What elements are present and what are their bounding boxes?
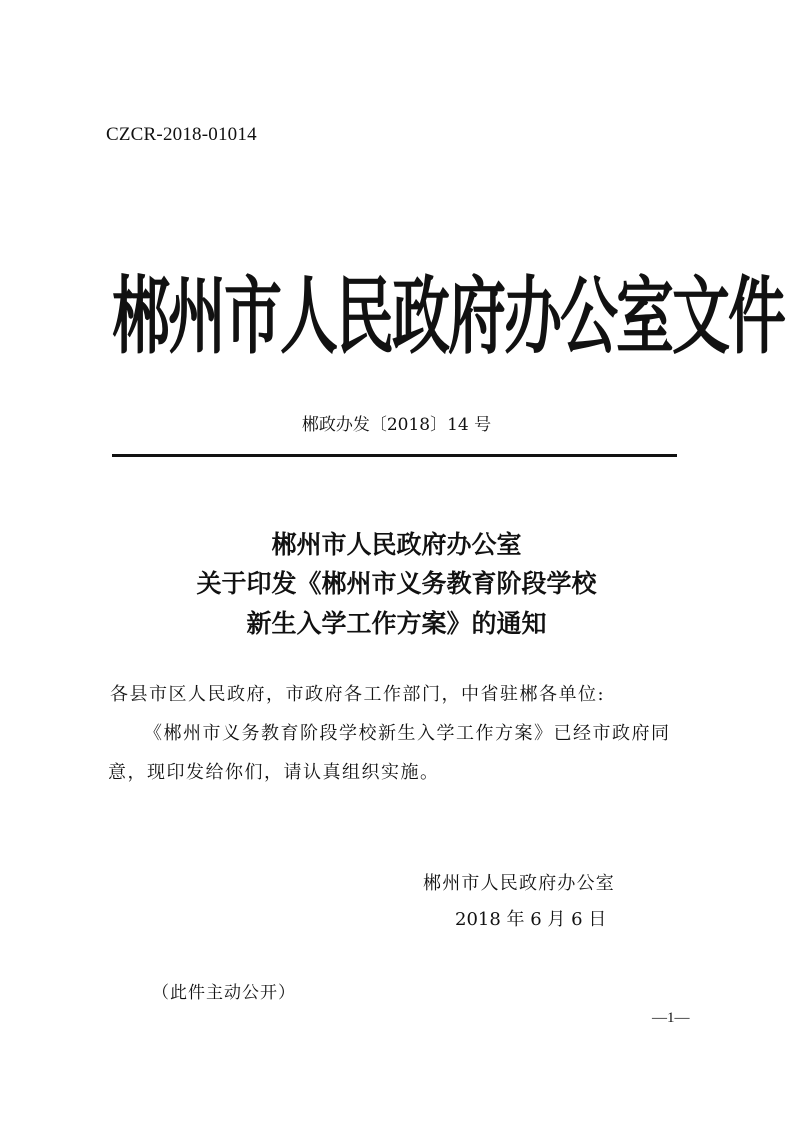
notice-title-line3: 新生入学工作方案》的通知	[246, 609, 547, 638]
notice-title-line1: 郴州市人民政府办公室	[271, 530, 522, 559]
notice-title-line2: 关于印发《郴州市义务教育阶段学校	[196, 569, 597, 598]
body-paragraph-line1: 《郴州市义务教育阶段学校新生入学工作方案》已经市政府同	[144, 723, 671, 744]
signature-date: 2018 年 6 月 6 日	[455, 909, 607, 930]
page-number: —1—	[652, 1010, 690, 1026]
masthead-title: 郴州市人民政府办公室文件	[112, 267, 785, 366]
body-paragraph-line2: 意，现印发给你们，请认真组织实施。	[108, 762, 440, 783]
public-disclosure-note: （此件主动公开）	[152, 983, 296, 1003]
masthead-divider	[112, 454, 677, 457]
document-code: CZCR-2018-01014	[106, 124, 257, 145]
document-number: 郴政办发〔2018〕14 号	[301, 415, 492, 435]
addressee-line: 各县市区人民政府，市政府各工作部门，中省驻郴各单位:	[110, 684, 606, 705]
signature-organization: 郴州市人民政府办公室	[423, 873, 615, 894]
